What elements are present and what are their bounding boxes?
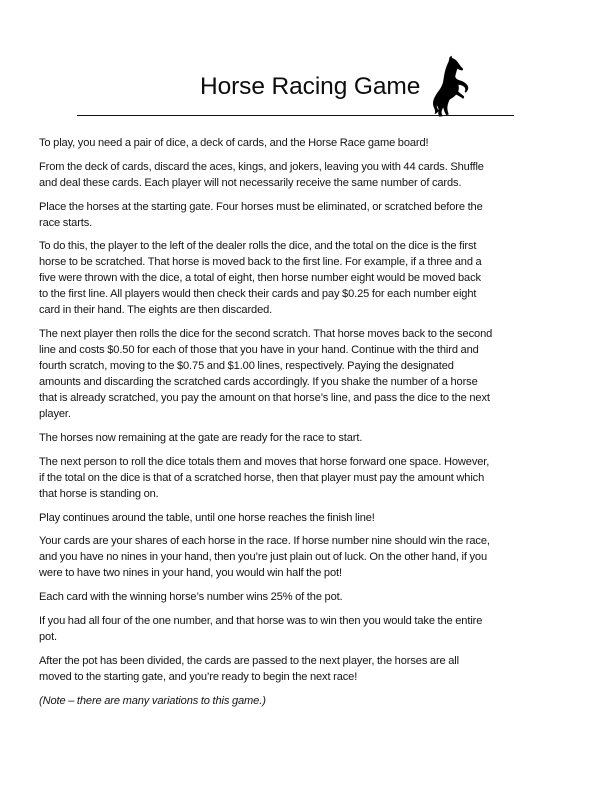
paragraph-card-value: [39, 589, 579, 605]
paragraph-note: [39, 693, 579, 709]
text-line: If you had all four of the one number, and that horse was to win then you would take the entire: [39, 614, 483, 627]
text-line: horse to be scratched. That horse is moved back to the first line. For example, if a three and a: [39, 256, 482, 269]
text-line: To play, you need a pair of dice, a deck of cards, and the Horse Race game board!: [39, 137, 429, 149]
text-line: moved to the starting gate, and you’re ready to begin the next race!: [39, 670, 358, 683]
text-line: pot.: [39, 630, 58, 643]
paragraph-further-scratches: [39, 326, 579, 422]
text-line: The next player then rolls the dice for the second scratch. That horse moves back to the second: [39, 328, 493, 341]
text-line: fourth scratch, moving to the $0.75 and $1.00 lines, respectively. Paying the designated: [39, 360, 454, 373]
title-divider: [77, 115, 514, 116]
rearing-horse-icon: [418, 55, 470, 117]
text-line: were to have two nines in your hand, you would win half the pot!: [39, 567, 342, 580]
text-line: From the deck of cards, discard the aces, kings, and jokers, leaving you with 44 cards. Shuffle: [39, 160, 484, 173]
paragraph-shares: [39, 533, 579, 581]
paragraph-deck-setup: [39, 159, 579, 191]
paragraph-finish: [39, 510, 579, 526]
paragraph-first-scratch: [39, 238, 579, 318]
text-line: Your cards are your shares of each horse in the race. If horse number nine should win the race,: [39, 535, 490, 548]
text-line: if the total on the dice is that of a scratched horse, then that player must pay the amount which: [39, 471, 485, 484]
text-line: and deal these cards. Each player will not necessarily receive the same number of cards.: [39, 176, 462, 189]
text-line: The horses now remaining at the gate are ready for the race to start.: [39, 431, 363, 444]
paragraph-starting-gate: [39, 199, 579, 231]
text-line: five were thrown with the dice, a total of eight, then horse number eight would be moved back: [39, 272, 481, 285]
text-line: player.: [39, 408, 71, 421]
page-title: Horse Racing Game: [200, 73, 421, 100]
text-line: Each card with the winning horse’s number wins 25% of the pot.: [39, 591, 343, 604]
text-line: race starts.: [39, 216, 93, 229]
variations-note: (Note – there are many variations to this game.): [39, 694, 266, 707]
text-line: to the first line. All players would then check their cards and pay $0.25 for each number eight: [39, 288, 477, 301]
paragraph-race-play: [39, 454, 579, 502]
text-line: amounts and discarding the scratched cards accordingly. If you shake the number of a horse: [39, 376, 478, 389]
text-line: card in their hand. The eights are then discarded.: [39, 304, 273, 317]
text-line: line and costs $0.50 for each of those that you have in your hand. Continue with the third and: [39, 344, 479, 357]
text-line: To do this, the player to the left of the dealer rolls the dice, and the total on the dice is the first: [39, 240, 477, 253]
text-line: and you have no nines in your hand, then you’re just plain out of luck. On the other hand, if you: [39, 551, 487, 564]
text-line: The next person to roll the dice totals them and moves that horse forward one space. However,: [39, 455, 490, 468]
text-line: After the pot has been divided, the cards are passed to the next player, the horses are all: [39, 654, 459, 667]
document-body: [39, 135, 579, 716]
text-line: Play continues around the table, until one horse reaches the finish line!: [39, 511, 375, 524]
text-line: that horse is standing on.: [39, 487, 159, 500]
text-line: Place the horses at the starting gate. Four horses must be eliminated, or scratched before the: [39, 200, 483, 213]
paragraph-entire-pot: [39, 613, 579, 645]
paragraph-ready: [39, 430, 579, 446]
paragraph-requirements: [39, 135, 579, 151]
paragraph-next-race: [39, 653, 579, 685]
text-line: that is already scratched, you pay the amount on that horse’s line, and pass the dice to the next: [39, 392, 490, 405]
